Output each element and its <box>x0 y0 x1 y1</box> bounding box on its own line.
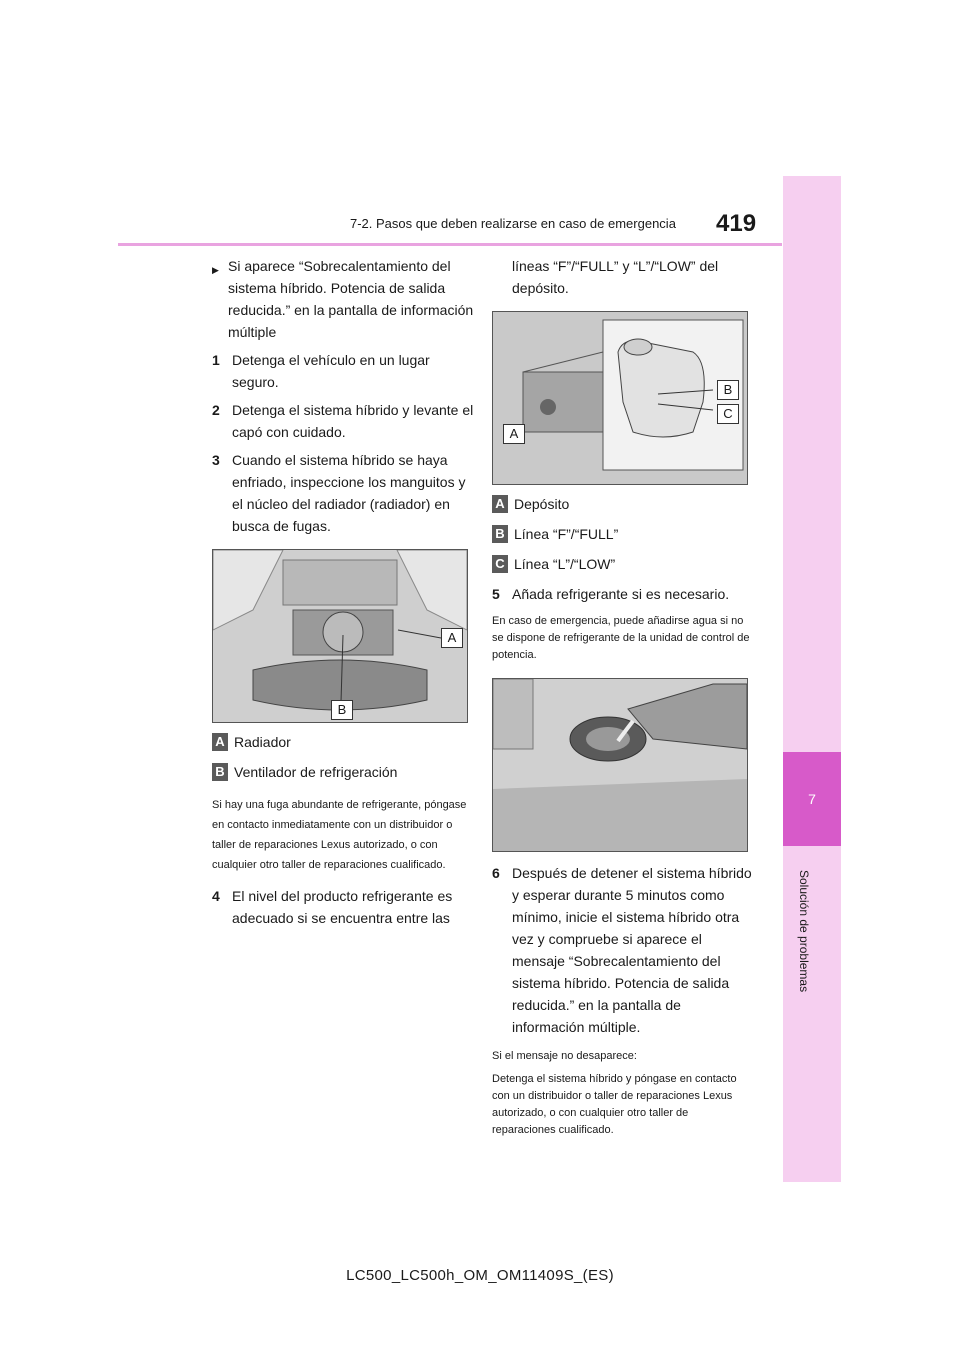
page-number: 419 <box>716 210 757 237</box>
side-tab-top <box>783 176 841 752</box>
step-2 <box>212 399 474 443</box>
bullet-text: Si aparece “Sobrecalentamiento del sistema híbrido. Potencia de salida reducida.” en la pantalla de información múltiple <box>228 258 474 340</box>
step-number: 5 <box>492 586 500 602</box>
step-text: Cuando el sistema híbrido se haya enfriado, inspeccione los manguitos y el núcleo del radiador (radiador) en busca de fugas. <box>232 452 466 534</box>
legend-key: A <box>212 733 228 751</box>
legend-label: Radiador <box>234 734 291 750</box>
reservoir-illustration <box>493 312 747 484</box>
side-tab-bottom <box>783 846 841 1182</box>
step-number: 6 <box>492 865 500 881</box>
legend-key: B <box>212 763 228 781</box>
step-text: Detenga el sistema híbrido y levante el capó con cuidado. <box>232 402 474 440</box>
section-title: 7-2. Pasos que deben realizarse en caso de emergencia <box>350 216 676 231</box>
document-code: LC500_LC500h_OM_OM11409S_(ES) <box>346 1267 614 1284</box>
chapter-number-tab[interactable]: 7 <box>783 752 841 846</box>
step-text: Después de detener el sistema híbrido y esperar durante 5 minutos como mínimo, inicie el sistema híbrido otra vez y compruebe si aparece el mensaje “Sobrecalentamiento del sistema híbrido. Potencia de salida reducida.” en la pantalla de información múltiple. <box>512 865 752 1035</box>
callout-b: B <box>331 700 353 720</box>
step-text: Añada refrigerante si es necesario. <box>512 586 730 602</box>
pouring-figure <box>492 678 748 852</box>
step-number: 4 <box>212 888 220 904</box>
callout-c: C <box>717 404 739 424</box>
radiator-figure <box>212 549 468 723</box>
left-column <box>212 255 474 929</box>
engine-bay-illustration <box>213 550 467 722</box>
step-text: Detenga el vehículo en un lugar seguro. <box>232 352 430 390</box>
callout-a: A <box>503 424 525 444</box>
step-number: 3 <box>212 452 220 468</box>
step-number: 1 <box>212 352 220 368</box>
step-3 <box>212 449 474 537</box>
step-6 <box>492 862 754 1038</box>
legend-radiador <box>212 731 474 753</box>
header-rule <box>118 243 782 246</box>
message-persists-note: Detenga el sistema híbrido y póngase en contacto con un distribuidor o taller de reparaciones Lexus autorizado, o con cualquier otro taller de reparaciones cualificado. <box>492 1073 737 1136</box>
legend-label: Línea “F”/“FULL” <box>514 526 619 542</box>
callout-b: B <box>717 380 739 400</box>
triangle-right-icon: ▶ <box>212 265 219 275</box>
legend-label: Línea “L”/“LOW” <box>514 556 616 572</box>
right-column <box>492 255 754 1139</box>
legend-label: Ventilador de refrigeración <box>234 764 398 780</box>
step-4 <box>212 885 474 929</box>
reservoir-figure <box>492 311 748 485</box>
chapter-title: Solución de problemas <box>797 870 811 993</box>
message-persists-title: Si el mensaje no desaparece: <box>492 1050 637 1062</box>
step-1 <box>212 349 474 393</box>
legend-low-line <box>492 553 754 575</box>
pouring-coolant-illustration <box>493 679 747 851</box>
leak-note: Si hay una fuga abundante de refrigerante, póngase en contacto inmediatamente con un distribuidor o taller de reparaciones Lexus autorizado, o con cualquier otro taller de reparaciones cualificado. <box>212 799 467 871</box>
legend-deposito <box>492 493 754 515</box>
callout-a: A <box>441 628 463 648</box>
step-4-continued: líneas “F”/“FULL” y “L”/“LOW” del depósito. <box>512 258 719 296</box>
warning-bullet <box>212 255 474 343</box>
legend-ventilador <box>212 761 474 783</box>
legend-label: Depósito <box>514 496 570 512</box>
step-text: El nivel del producto refrigerante es adecuado si se encuentra entre las <box>232 888 453 926</box>
legend-key: A <box>492 495 508 513</box>
legend-key: B <box>492 525 508 543</box>
step-5 <box>492 583 754 605</box>
emergency-water-note: En caso de emergencia, puede añadirse agua si no se dispone de refrigerante de la unidad de control de potencia. <box>492 615 750 661</box>
legend-full-line <box>492 523 754 545</box>
step-number: 2 <box>212 402 220 418</box>
legend-key: C <box>492 555 508 573</box>
